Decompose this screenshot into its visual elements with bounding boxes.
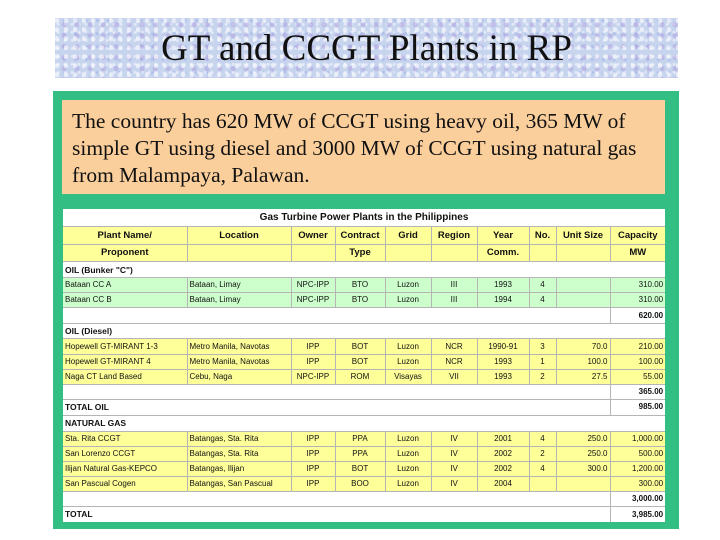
table-cell: NPC-IPP bbox=[291, 293, 335, 308]
table-title: Gas Turbine Power Plants in the Philippines bbox=[259, 211, 469, 223]
table-cell: Metro Manila, Navotas bbox=[187, 339, 291, 354]
section-oil-diesel bbox=[63, 323, 665, 339]
table-cell: Luzon bbox=[385, 446, 431, 461]
table-cell: San Lorenzo CCGT bbox=[63, 446, 187, 461]
blank-cell bbox=[63, 492, 610, 507]
table-cell: 2001 bbox=[477, 431, 529, 446]
table-row bbox=[63, 431, 665, 446]
table-cell: IPP bbox=[291, 339, 335, 354]
total-label: TOTAL OIL bbox=[63, 399, 610, 415]
table-row bbox=[63, 293, 665, 308]
total-value: 3,985.00 bbox=[610, 507, 665, 522]
header-cell: Type bbox=[335, 244, 385, 262]
table-cell: 310.00 bbox=[610, 293, 665, 308]
table-row bbox=[63, 461, 665, 476]
table-cell bbox=[556, 477, 610, 492]
header-cell bbox=[556, 244, 610, 262]
table-cell: Hopewell GT-MIRANT 1-3 bbox=[63, 339, 187, 354]
table-row bbox=[63, 369, 665, 384]
subtotal-row-bunker bbox=[63, 308, 665, 323]
title-banner bbox=[55, 18, 678, 78]
table-cell: 310.00 bbox=[610, 278, 665, 293]
header-cell bbox=[529, 244, 556, 262]
table-cell: NCR bbox=[431, 354, 477, 369]
table-cell: Luzon bbox=[385, 339, 431, 354]
table-cell: 250.0 bbox=[556, 431, 610, 446]
table-cell: Batangas, San Pascual bbox=[187, 477, 291, 492]
header-cell: No. bbox=[529, 227, 556, 245]
table-cell: Batangas, Sta. Rita bbox=[187, 431, 291, 446]
table-title-row bbox=[63, 209, 665, 227]
header-cell: Capacity bbox=[610, 227, 665, 245]
header-cell: Plant Name/ bbox=[63, 227, 187, 245]
table-cell: Luzon bbox=[385, 461, 431, 476]
table-cell: IV bbox=[431, 477, 477, 492]
table-cell: NPC-IPP bbox=[291, 369, 335, 384]
table-cell: Batangas, Sta. Rita bbox=[187, 446, 291, 461]
table-cell: 300.00 bbox=[610, 477, 665, 492]
table-cell: 210.00 bbox=[610, 339, 665, 354]
table-cell: 300.0 bbox=[556, 461, 610, 476]
table-cell: Hopewell GT-MIRANT 4 bbox=[63, 354, 187, 369]
table-cell: BOO bbox=[335, 477, 385, 492]
subtotal-row-gas bbox=[63, 492, 665, 507]
table-row bbox=[63, 446, 665, 461]
table-cell: Bataan, Limay bbox=[187, 293, 291, 308]
table-cell: 1993 bbox=[477, 369, 529, 384]
table-cell: IV bbox=[431, 446, 477, 461]
header-cell bbox=[431, 244, 477, 262]
table-cell: 100.0 bbox=[556, 354, 610, 369]
table-cell: 4 bbox=[529, 461, 556, 476]
header-cell bbox=[291, 244, 335, 262]
table-cell: 1,200.00 bbox=[610, 461, 665, 476]
table-cell bbox=[556, 278, 610, 293]
table-cell: IV bbox=[431, 431, 477, 446]
table-cell: 1,000.00 bbox=[610, 431, 665, 446]
table-cell: Luzon bbox=[385, 293, 431, 308]
table-cell: Cebu, Naga bbox=[187, 369, 291, 384]
slide-title: GT and CCGT Plants in RP bbox=[161, 27, 572, 69]
table-cell: Bataan CC B bbox=[63, 293, 187, 308]
blank-cell bbox=[63, 308, 610, 323]
table-cell: 500.00 bbox=[610, 446, 665, 461]
header-cell: Region bbox=[431, 227, 477, 245]
table-cell: 250.0 bbox=[556, 446, 610, 461]
table-cell: VII bbox=[431, 369, 477, 384]
table-cell: Ilijan Natural Gas-KEPCO bbox=[63, 461, 187, 476]
table-cell: IPP bbox=[291, 461, 335, 476]
table-cell: BOT bbox=[335, 354, 385, 369]
table-cell: 2 bbox=[529, 446, 556, 461]
table-cell: Sta. Rita CCGT bbox=[63, 431, 187, 446]
header-cell: MW bbox=[610, 244, 665, 262]
header-cell: Location bbox=[187, 227, 291, 245]
table-cell: 2004 bbox=[477, 477, 529, 492]
table-cell: NCR bbox=[431, 339, 477, 354]
table-cell: 1990-91 bbox=[477, 339, 529, 354]
total-oil-row bbox=[63, 399, 665, 415]
section-label: NATURAL GAS bbox=[63, 415, 665, 431]
table-cell: 3 bbox=[529, 339, 556, 354]
header-cell: Comm. bbox=[477, 244, 529, 262]
header-cell: Unit Size bbox=[556, 227, 610, 245]
table-row bbox=[63, 339, 665, 354]
table-cell: 1994 bbox=[477, 293, 529, 308]
table-cell: 70.0 bbox=[556, 339, 610, 354]
table-cell: IV bbox=[431, 461, 477, 476]
table-cell: 1993 bbox=[477, 278, 529, 293]
table-cell: 2002 bbox=[477, 446, 529, 461]
table-row bbox=[63, 477, 665, 492]
table-cell bbox=[556, 293, 610, 308]
table-cell: BTO bbox=[335, 293, 385, 308]
table-cell: 27.5 bbox=[556, 369, 610, 384]
header-row-2 bbox=[63, 244, 665, 262]
subtotal-value: 620.00 bbox=[610, 308, 665, 323]
blank-cell bbox=[63, 384, 610, 399]
table-cell: 1 bbox=[529, 354, 556, 369]
header-cell: Grid bbox=[385, 227, 431, 245]
table-cell: Luzon bbox=[385, 477, 431, 492]
intro-text: The country has 620 MW of CCGT using heavy oil, 365 MW of simple GT using diesel and 3000 MW of CCGT using natural gas from Malampaya, Palawan. bbox=[62, 100, 665, 194]
header-cell: Owner bbox=[291, 227, 335, 245]
table-cell: 2002 bbox=[477, 461, 529, 476]
total-label: TOTAL bbox=[63, 507, 610, 522]
table-cell: 55.00 bbox=[610, 369, 665, 384]
table-cell: 100.00 bbox=[610, 354, 665, 369]
table-cell: 4 bbox=[529, 293, 556, 308]
table-cell: Bataan, Limay bbox=[187, 278, 291, 293]
section-label: OIL (Bunker "C") bbox=[63, 262, 665, 278]
table-cell: 1993 bbox=[477, 354, 529, 369]
table-cell: 4 bbox=[529, 278, 556, 293]
header-cell: Contract bbox=[335, 227, 385, 245]
table-cell: III bbox=[431, 293, 477, 308]
table-cell: PPA bbox=[335, 446, 385, 461]
table-cell: IPP bbox=[291, 477, 335, 492]
table-cell: IPP bbox=[291, 446, 335, 461]
section-oil-bunker bbox=[63, 262, 665, 278]
table-cell: Luzon bbox=[385, 278, 431, 293]
table-cell: Visayas bbox=[385, 369, 431, 384]
header-row-1 bbox=[63, 227, 665, 245]
table-cell bbox=[529, 477, 556, 492]
table-cell: 2 bbox=[529, 369, 556, 384]
header-cell bbox=[187, 244, 291, 262]
table-cell: III bbox=[431, 278, 477, 293]
gas-turbine-table bbox=[63, 209, 665, 522]
table-cell: PPA bbox=[335, 431, 385, 446]
subtotal-value: 3,000.00 bbox=[610, 492, 665, 507]
table-cell: BOT bbox=[335, 461, 385, 476]
subtotal-value: 365.00 bbox=[610, 384, 665, 399]
table-cell: Luzon bbox=[385, 431, 431, 446]
header-cell: Proponent bbox=[63, 244, 187, 262]
table-cell: Naga CT Land Based bbox=[63, 369, 187, 384]
table-cell: IPP bbox=[291, 354, 335, 369]
table-cell: BOT bbox=[335, 339, 385, 354]
table-cell: Metro Manila, Navotas bbox=[187, 354, 291, 369]
table-cell: Luzon bbox=[385, 354, 431, 369]
section-label: OIL (Diesel) bbox=[63, 323, 665, 339]
table-cell: San Pascual Cogen bbox=[63, 477, 187, 492]
table-cell: BTO bbox=[335, 278, 385, 293]
table-cell: ROM bbox=[335, 369, 385, 384]
table-row bbox=[63, 354, 665, 369]
table-cell: 4 bbox=[529, 431, 556, 446]
grand-total-row bbox=[63, 507, 665, 522]
table-cell: Batangas, Ilijan bbox=[187, 461, 291, 476]
header-cell: Year bbox=[477, 227, 529, 245]
total-value: 985.00 bbox=[610, 399, 665, 415]
table-row bbox=[63, 278, 665, 293]
subtotal-row-diesel bbox=[63, 384, 665, 399]
header-cell bbox=[385, 244, 431, 262]
table-cell: NPC-IPP bbox=[291, 278, 335, 293]
table-cell: IPP bbox=[291, 431, 335, 446]
table-cell: Bataan CC A bbox=[63, 278, 187, 293]
section-natural-gas bbox=[63, 415, 665, 431]
